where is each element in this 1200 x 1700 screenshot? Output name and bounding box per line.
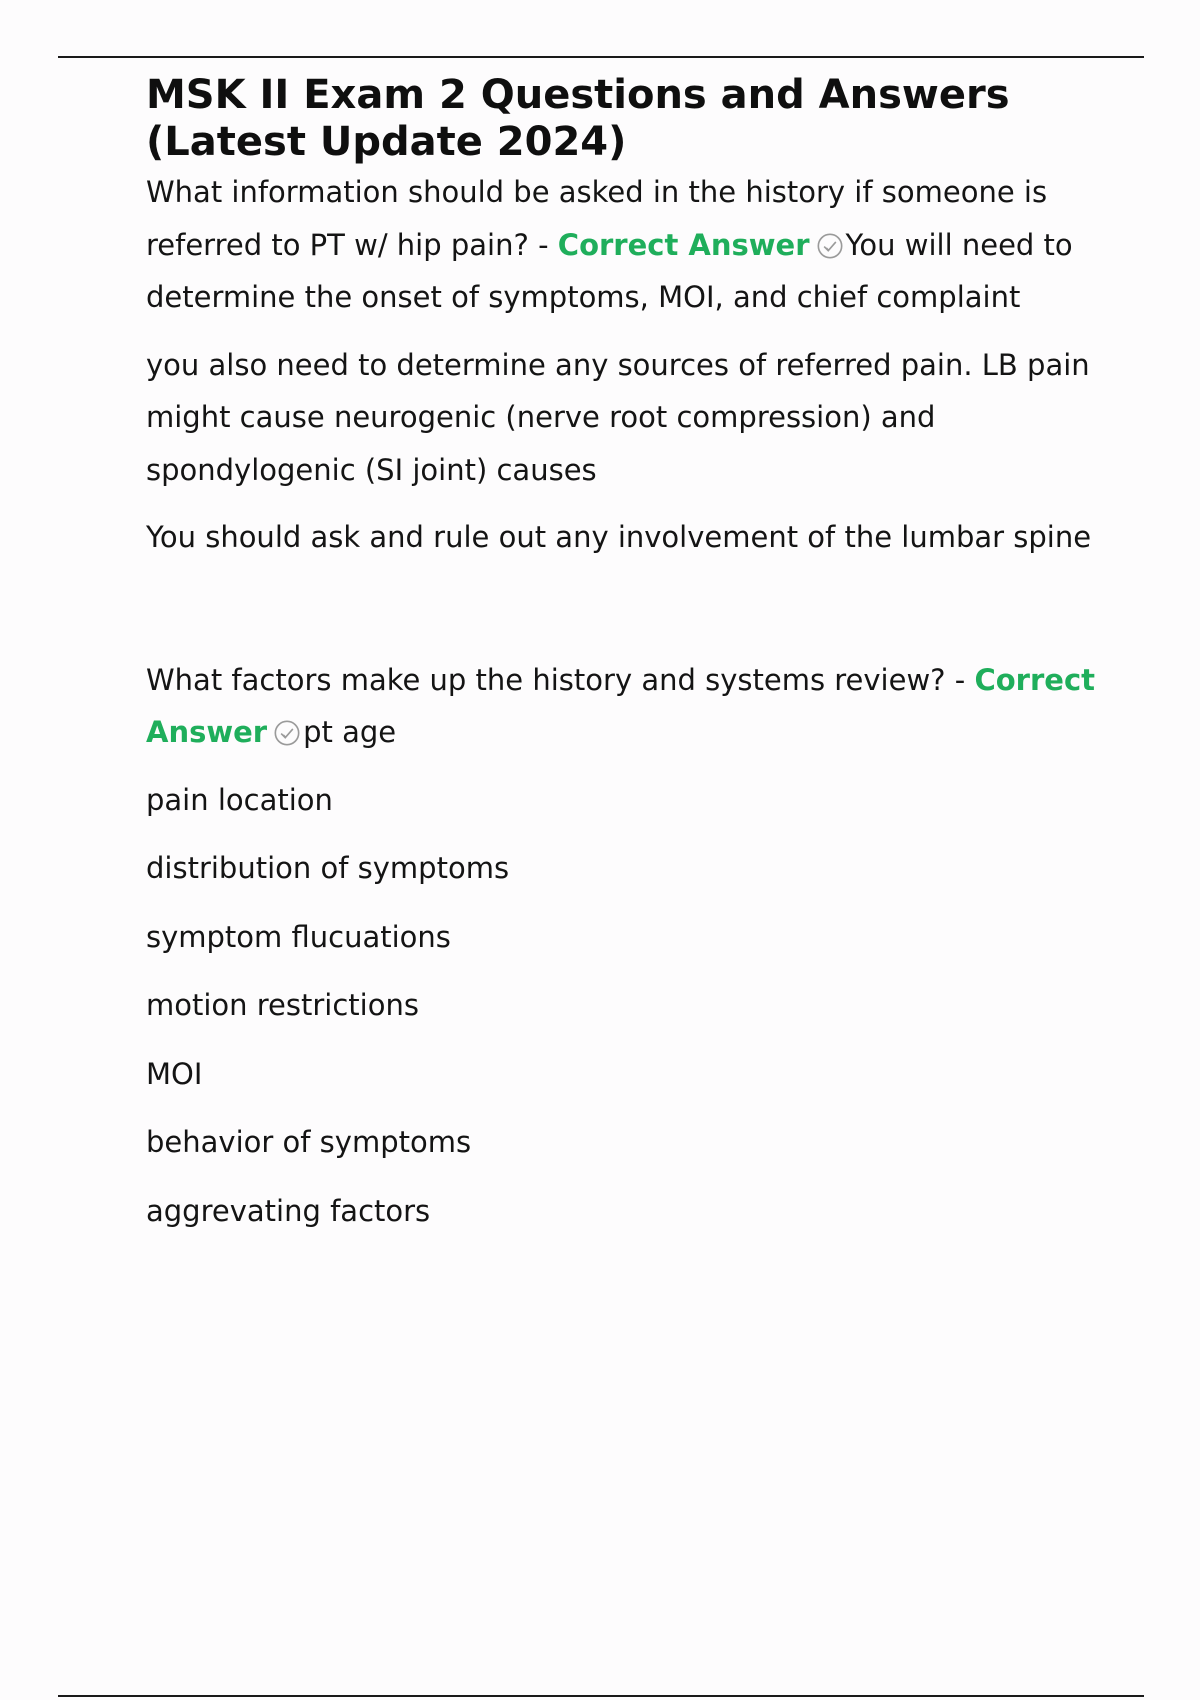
list-item: motion restrictions xyxy=(146,988,419,1022)
title-line-2: (Latest Update 2024) xyxy=(146,119,627,165)
top-rule xyxy=(58,56,1144,58)
question-1 xyxy=(146,166,1096,324)
answer-1-paragraph-2: you also need to determine any sources of referred pain. LB pain might cause neurogenic (nerve root compression) and spondylogenic (SI joint) causes xyxy=(146,347,1090,487)
list-item: distribution of symptoms xyxy=(146,851,510,885)
list-item: aggrevating factors xyxy=(146,1193,431,1228)
correct-answer-label-2: Correct Answer xyxy=(146,662,1095,749)
list-item: symptom flucuations xyxy=(146,919,451,954)
correct-answer-label-1: Correct Answer xyxy=(557,227,810,262)
question-2-text: What factors make up the history and systems review? - xyxy=(146,662,966,697)
list-item: behavior of symptoms xyxy=(146,1125,472,1159)
check-circle-icon xyxy=(273,719,301,747)
document-body xyxy=(146,72,1096,1253)
answer-1-paragraph-3: You should ask and rule out any involvement of the lumbar spine xyxy=(146,520,1092,554)
bottom-rule xyxy=(58,1695,1144,1697)
question-spacer xyxy=(146,579,1096,654)
question-2 xyxy=(146,654,1096,759)
answer-1-text: You will need to determine the onset of symptoms, MOI, and chief complaint xyxy=(146,227,1073,314)
title-line-1: MSK II Exam 2 Questions and Answers xyxy=(146,72,1010,118)
check-circle-icon xyxy=(816,232,844,260)
page-title xyxy=(146,72,1096,166)
list-item: MOI xyxy=(146,1056,203,1091)
list-item: pain location xyxy=(146,782,333,817)
question-1-text: What information should be asked in the history if someone is referred to PT w/ hip pain? - xyxy=(146,175,1048,262)
answer-2-text: pt age xyxy=(303,715,397,749)
